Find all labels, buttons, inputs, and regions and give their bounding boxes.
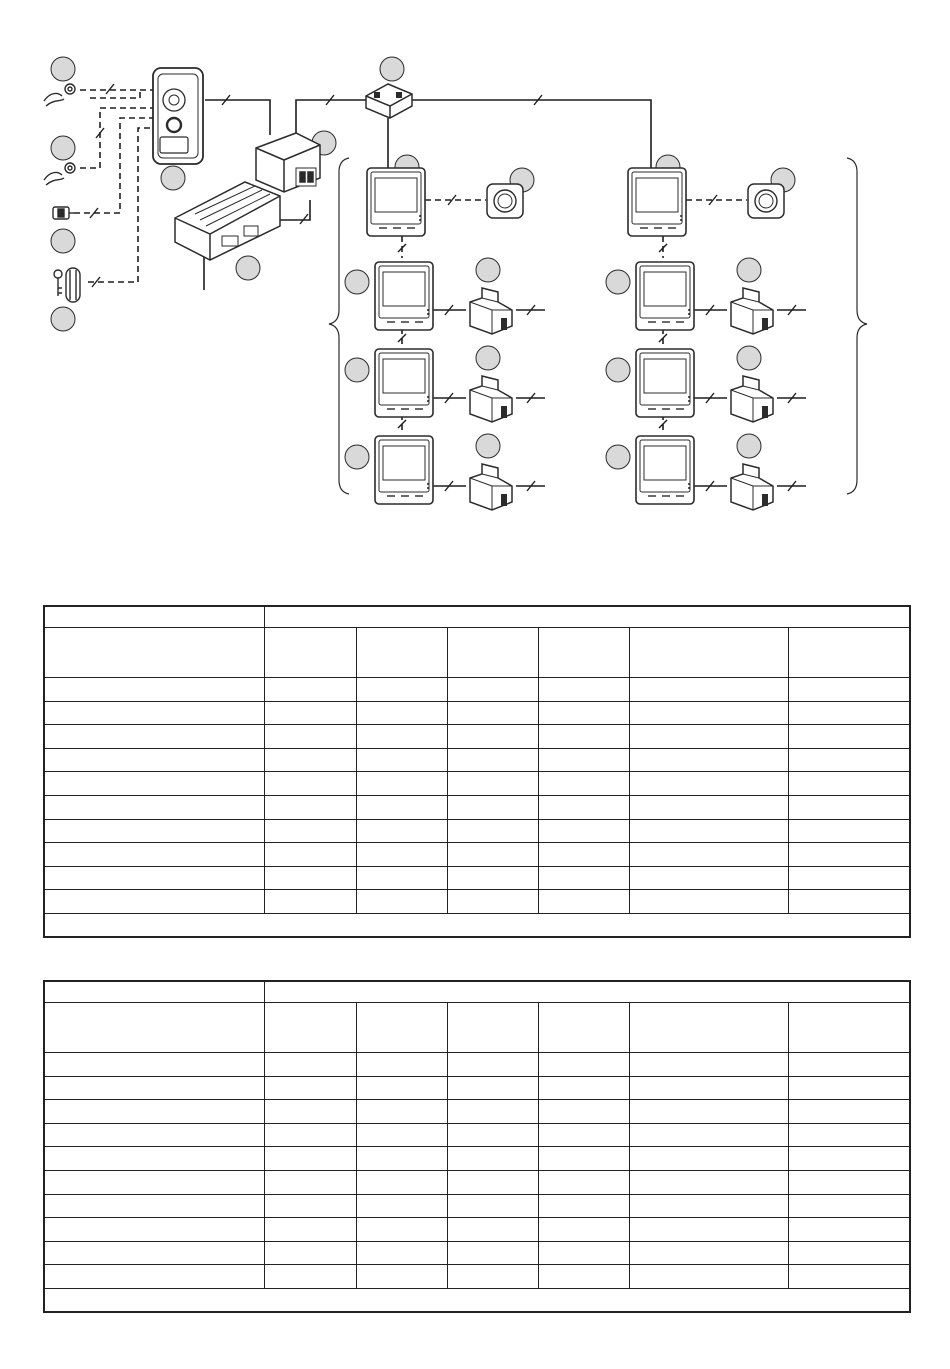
table-title <box>264 981 910 1003</box>
push-button-icon <box>44 163 75 185</box>
table-title <box>264 606 910 628</box>
din-relay-icon <box>470 288 773 510</box>
electric-lock-icon <box>54 268 80 302</box>
col-header <box>447 628 538 678</box>
table-footer <box>44 1288 910 1312</box>
col-header <box>538 1003 629 1053</box>
table-row <box>44 795 910 819</box>
push-button-icon <box>44 84 75 106</box>
col-header <box>788 1003 910 1053</box>
spec-table-2 <box>43 980 911 1313</box>
din-power-supply-icon <box>256 133 320 192</box>
col-header <box>447 1003 538 1053</box>
table-row <box>44 701 910 725</box>
table-row <box>44 772 910 796</box>
table-row <box>44 1076 910 1100</box>
table-row <box>44 1123 910 1147</box>
col-header <box>629 628 788 678</box>
table-row <box>44 866 910 890</box>
exit-button-icon <box>53 207 74 219</box>
col-header <box>264 1003 356 1053</box>
table-row <box>44 748 910 772</box>
table-footer <box>44 913 910 937</box>
table-row <box>44 1265 910 1289</box>
distributor-icon <box>366 84 412 118</box>
table-row <box>44 843 910 867</box>
table-corner <box>44 606 264 628</box>
table-row <box>44 1053 910 1077</box>
table-row <box>44 819 910 843</box>
control-unit-icon <box>175 182 280 260</box>
table-row <box>44 1194 910 1218</box>
col-header <box>629 1003 788 1053</box>
spec-table-1 <box>43 605 911 938</box>
table-row <box>44 678 910 702</box>
col-header <box>264 628 356 678</box>
col-header <box>356 1003 447 1053</box>
table-corner <box>44 981 264 1003</box>
table-row <box>44 725 910 749</box>
col-header <box>788 628 910 678</box>
table-row <box>44 1241 910 1265</box>
table-row <box>44 1100 910 1124</box>
table-row <box>44 1147 910 1171</box>
monitor-icon <box>367 168 694 504</box>
video-door-panel-icon <box>153 68 203 164</box>
table-row <box>44 890 910 914</box>
table-row <box>44 1218 910 1242</box>
col-header <box>538 628 629 678</box>
wiring-diagram <box>0 0 950 540</box>
col-header <box>356 628 447 678</box>
table-row <box>44 1170 910 1194</box>
